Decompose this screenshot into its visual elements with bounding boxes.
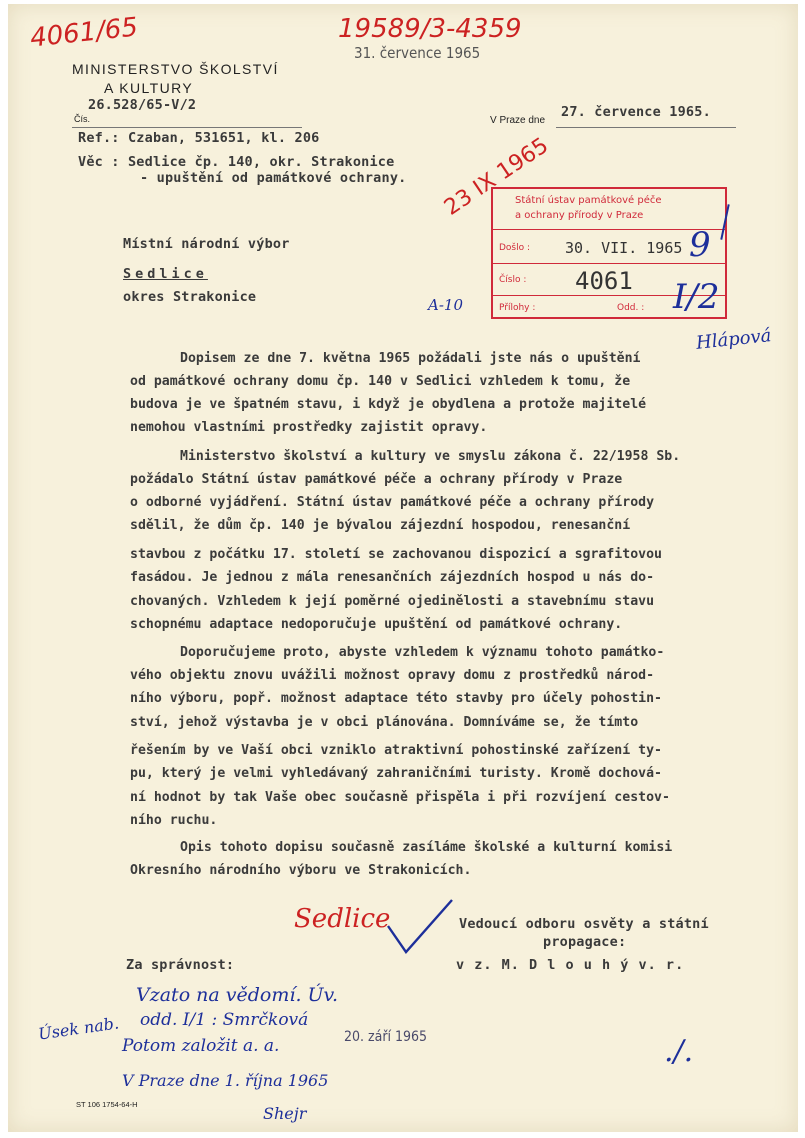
signature-checkmark: [386, 896, 456, 958]
body-line: Opis tohoto dopisu současně zasíláme školské a kulturní komisi: [180, 840, 673, 855]
red-date-handwritten: 23 IX 1965: [440, 133, 554, 221]
body-line: Doporučujeme proto, abyste vzhledem k významu tohoto památko-: [180, 645, 665, 660]
body-line: od památkové ochrany domu čp. 140 v Sedlici vzhledem k tomu, že: [130, 374, 631, 389]
addressee-committee: Místní národní výbor: [123, 236, 290, 252]
body-line: stavbou z počátku 17. století se zachovanou dispozicí a sgrafitovou: [130, 547, 662, 562]
stamp-number-label: Číslo :: [499, 275, 527, 285]
handwritten-note-line2: odd. I/1 : Smrčková: [140, 1010, 309, 1030]
signatory-title-continued: propagace:: [543, 934, 627, 950]
signatory-title: Vedoucí odboru osvěty a státní: [459, 916, 709, 932]
handwritten-note-line3: Potom založit a. a.: [122, 1036, 280, 1056]
body-line: Ministerstvo školství a kultury ve smyslu zákona č. 22/1958 Sb.: [180, 449, 681, 464]
body-line: o odborné vyjádření. Státní ústav památkové péče a ochrany přírody: [130, 495, 655, 510]
subject-line-continued: - upuštění od památkové ochrany.: [140, 170, 407, 186]
stamp-number-value: 4061: [575, 267, 633, 295]
form-code: ST 106 1754-64-H: [76, 1100, 138, 1109]
addressee-town: Sedlice: [123, 266, 208, 282]
subject-line: Věc : Sedlice čp. 140, okr. Strakonice: [78, 154, 395, 170]
registry-stamp: [491, 187, 727, 319]
blue-date-stamp: 20. září 1965: [344, 1029, 428, 1045]
stamp-department-value: I/2: [673, 277, 720, 317]
body-line: chovaných. Vzhledem k její poměrné ojedinělosti a stavebnímu stavu: [130, 594, 655, 609]
body-line: ního výboru, popř. možnost adaptace této stavby pro účely pohostin-: [130, 691, 662, 706]
registry-number-handwritten: 19589/3-4359: [338, 14, 522, 44]
body-line: pu, který je velmi vyhledávaný zahraničními turisty. Kromě dochová-: [130, 766, 662, 781]
margin-note: Úsek nab.: [37, 1013, 121, 1044]
stamp-institution-line2: a ochrany přírody v Praze: [515, 210, 644, 221]
letterhead-ministry: MINISTERSTVO ŠKOLSTVÍ: [72, 61, 279, 77]
body-line: řešením by ve Vaší obci vzniklo atraktivní pohostinské zařízení ty-: [130, 743, 662, 758]
continuation-mark: ./.: [664, 1034, 694, 1069]
stamp-attachments-label: Přílohy :: [499, 303, 536, 313]
stamp-corner-handwriting: 9: [689, 225, 711, 265]
stamp-received-label: Došlo :: [499, 243, 531, 253]
received-date-stamp: 31. července 1965: [354, 44, 481, 62]
body-line: požádalo Státní ústav památkové péče a ochrany přírody v Praze: [130, 472, 623, 487]
body-line: ství, jehož výstavba je v obci plánována. Domníváme se, že tímto: [130, 715, 639, 730]
body-line: budova je ve špatném stavu, i když je obydlena a protože majitelé: [130, 397, 647, 412]
stamp-received-date: 30. VII. 1965: [565, 239, 683, 257]
stamp-department-label: Odd. :: [617, 303, 645, 313]
date-underline: [556, 127, 736, 128]
addressee-district: okres Strakonice: [123, 289, 257, 305]
place-label: V Praze dne: [490, 115, 546, 126]
handwritten-note-line1: Vzato na vědomí. Úv.: [136, 984, 339, 1006]
file-number-handwritten: 4061/65: [28, 12, 140, 54]
body-line: Okresního národního výboru ve Strakonicích.: [130, 863, 472, 878]
bottom-initials: Shejr: [263, 1104, 307, 1123]
letter-date: 27. července 1965.: [561, 104, 711, 120]
red-signature: Sedlice: [294, 904, 391, 934]
body-line: sdělil, že dům čp. 140 je bývalou zájezdní hospodou, renesanční: [130, 518, 631, 533]
reviewer-signature: Hlápová: [695, 325, 773, 354]
body-line: ní hodnot by tak Vaše obec současně přispěla i při rozvíjení cestov-: [130, 790, 670, 805]
body-line: nemohou vlastními prostředky zajistit opravy.: [130, 420, 488, 435]
ref-line: Ref.: Czaban, 531651, kl. 206: [78, 130, 320, 146]
document-page: [8, 4, 798, 1132]
body-line: fasádou. Je jednou z mála renesančních zájezdních hospod u nás do-: [130, 570, 655, 585]
reference-number: 26.528/65-V/2: [88, 97, 197, 113]
body-line: Dopisem ze dne 7. května 1965 požádali jste nás o upuštění: [180, 351, 641, 366]
body-line: schopnému adaptace nedoporučuje upuštění od památkové ochrany.: [130, 617, 623, 632]
body-line: ního ruchu.: [130, 813, 218, 828]
cis-label: Čís.: [74, 114, 91, 124]
letterhead-culture: A KULTURY: [104, 80, 194, 96]
stamp-institution-line1: Státní ústav památkové péče: [515, 195, 662, 206]
body-line: vého objektu znovu uvážili možnost opravy domu z prostředků národ-: [130, 668, 655, 683]
signatory-name: v z. M. D l o u h ý v. r.: [456, 957, 685, 973]
handwritten-note-line4: V Praze dne 1. října 1965: [122, 1071, 329, 1090]
za-spravnost-label: Za správnost:: [126, 957, 235, 973]
margin-reference: A-10: [428, 296, 463, 314]
cis-underline: [72, 127, 302, 128]
